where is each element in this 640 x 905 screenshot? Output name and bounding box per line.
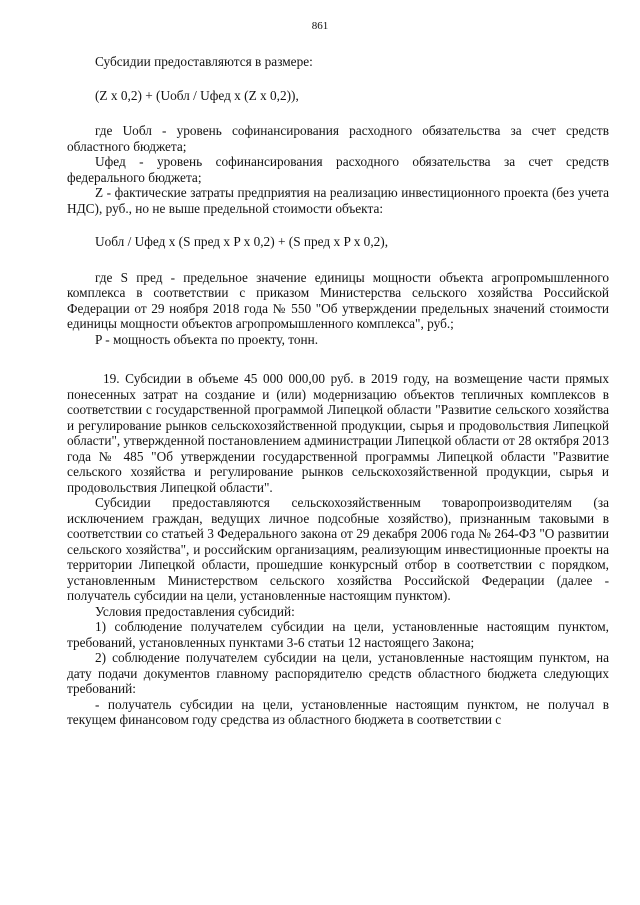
paragraph-item-19: 19. Субсидии в объеме 45 000 000,00 руб. в 2019 году, на возмещение части прямых понесенных затрат на создание и (или) модернизацию объектов тепличных комплексов в соответствии с государственной программой Липецкой области "Развитие сельского хозяйства и регулирование рынков сельскохозяйственной продукции, сырья и продовольствия Липецкой области", утвержденной постановлением администрации Липецкой области от 28 октября 2013 года № 485 "Об утверждении государственной программы Липецкой области "Развитие сельского хозяйства и регулирование рынков сельскохозяйственной продукции, сырья и продовольствия Липецкой области".	[67, 371, 609, 495]
paragraph-condition-2: 2) соблюдение получателем субсидии на цели, установленные настоящим пунктом, на дату подачи документов главному распорядителю средств областного бюджета следующих требований:	[67, 650, 609, 696]
paragraph-requirement: - получатель субсидии на цели, установленные настоящим пунктом, не получал в текущем финансовом году средства из областного бюджета в соответствии с	[67, 696, 609, 727]
document-body	[67, 54, 609, 728]
paragraph-z: Z - фактические затраты предприятия на реализацию инвестиционного проекта (без учета НДС), руб., но не выше предельной стоимости объекта:	[67, 185, 609, 216]
paragraph-conditions: Условия предоставления субсидий:	[95, 603, 295, 619]
paragraph-subsidy-size: Субсидии предоставляются в размере:	[95, 54, 313, 69]
paragraph-condition-1: 1) соблюдение получателем субсидии на цели, установленные настоящим пунктом, требований, установленных пунктами 3-6 статьи 12 настоящего Закона;	[67, 619, 609, 650]
paragraph-u-obl: где Uобл - уровень софинансирования расходного обязательства за счет средств областного бюджета;	[67, 123, 609, 154]
formula-2: Uобл / Uфед x (S пред x P x 0,2) + (S пред x P x 0,2),	[95, 234, 389, 249]
formula-1: (Z x 0,2) + (Uобл / Uфед x (Z x 0,2)),	[95, 87, 299, 103]
page-number: 861	[311, 20, 329, 32]
paragraph-s-pred: где S пред - предельное значение единицы мощности объекта агропромышленного комплекса в соответствии с приказом Министерства сельского хозяйства Российской Федерации от 29 ноября 2018 года № 550 "Об утверждении предельных значений стоимости единицы мощности объектов агропромышленного комплекса", руб.;	[67, 269, 609, 331]
paragraph-p: P - мощность объекта по проекту, тонн.	[95, 331, 319, 347]
paragraph-u-fed: Uфед - уровень софинансирования расходного обязательства за счет средств федерального бюджета;	[67, 154, 609, 185]
paragraph-recipients: Субсидии предоставляются сельскохозяйственным товаропроизводителям (за исключением граждан, ведущих личное подсобные хозяйство), признанным таковыми в соответствии со статьей 3 Федерального закона от 29 декабря 2006 года № 264-ФЗ "О развитии сельского хозяйства", и российским организациям, реализующим инвестиционные проекты на территории Липецкой области, прошедшие конкурсный отбор в соответствии с порядком, установленным Министерством сельского хозяйства Российской Федерации (далее - получатель субсидии на цели, установленные настоящим пунктом).	[67, 495, 609, 603]
